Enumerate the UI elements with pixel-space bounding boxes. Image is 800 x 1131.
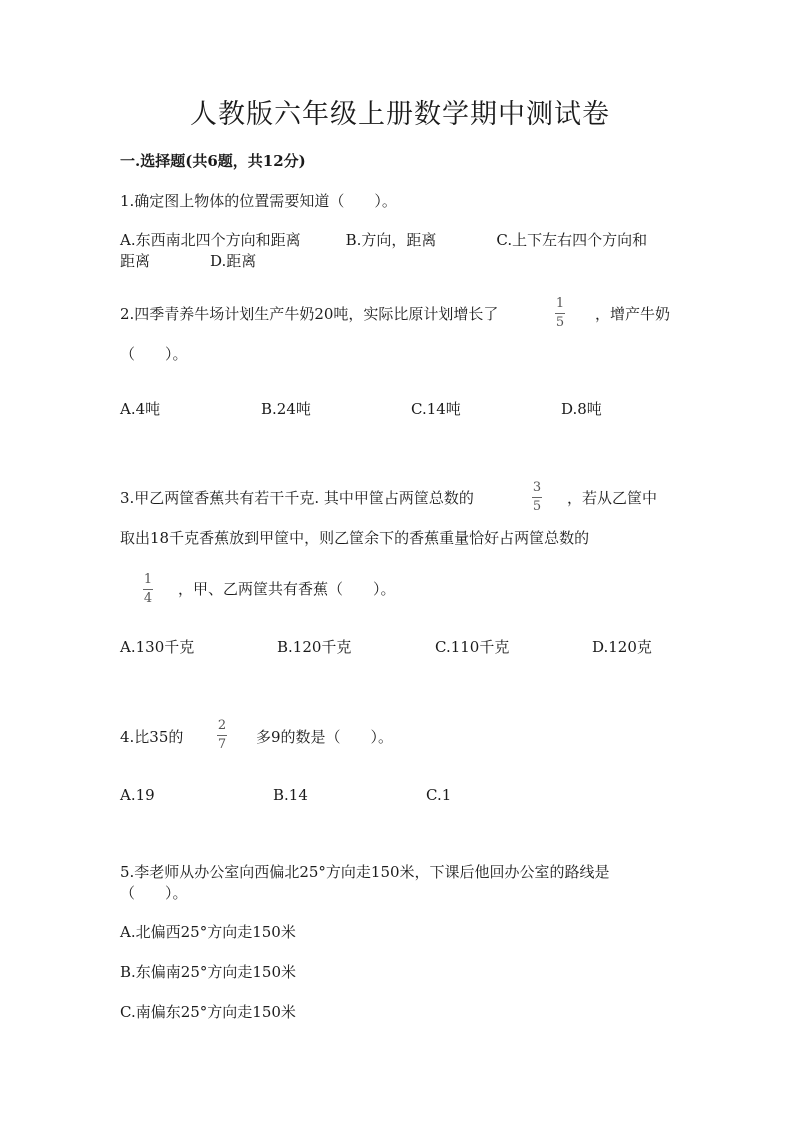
question-4-stem-b: 多9的数是（ ）。 — [256, 728, 394, 746]
question-1-options-line2: 距离 D.距离 — [120, 252, 257, 270]
section-heading: 一.选择题(共6题，共12分) — [120, 152, 306, 170]
fraction-bar — [555, 313, 565, 314]
fraction-numerator: 1 — [555, 296, 565, 311]
question-1-stem: 1.确定图上物体的位置需要知道（ ）。 — [120, 192, 397, 210]
question-3-option-c: C.110千克 — [435, 638, 510, 656]
question-4-option-a: A.19 — [120, 786, 155, 804]
question-5-stem-a: 5.李老师从办公室向西偏北25°方向走150米，下课后他回办公室的路线是 — [120, 863, 610, 881]
question-2-option-c: C.14吨 — [411, 400, 461, 418]
fraction-bar — [532, 497, 542, 498]
question-2-stem-c: （ ）。 — [120, 345, 188, 363]
question-3-stem-d: ，甲、乙两筐共有香蕉（ ）。 — [178, 580, 396, 598]
question-2-stem-a: 2.四季青养牛场计划生产牛奶20吨，实际比原计划增长了 — [120, 305, 499, 323]
question-4-stem-a: 4.比35的 — [120, 728, 184, 746]
question-2-fraction — [555, 297, 565, 330]
fraction-denominator: 7 — [217, 737, 227, 752]
question-5-option-c: C.南偏东25°方向走150米 — [120, 1003, 296, 1021]
question-3-option-b: B.120千克 — [277, 638, 352, 656]
question-3-fraction-2 — [143, 573, 153, 606]
question-3-option-a: A.130千克 — [120, 638, 195, 656]
question-2-option-d: D.8吨 — [561, 400, 602, 418]
fraction-numerator: 2 — [217, 718, 227, 733]
question-2-option-b: B.24吨 — [261, 400, 311, 418]
question-5-option-b: B.东偏南25°方向走150米 — [120, 963, 297, 981]
question-5-stem-b: （ ）。 — [120, 884, 188, 902]
fraction-denominator: 5 — [532, 499, 542, 514]
question-4-option-c: C.1 — [426, 786, 452, 804]
fraction-bar — [217, 735, 227, 736]
question-2-option-a: A.4吨 — [120, 400, 161, 418]
question-3-fraction-1 — [532, 481, 542, 514]
question-4-option-b: B.14 — [273, 786, 308, 804]
fraction-denominator: 4 — [143, 591, 153, 606]
question-1-options-line1: A.东西南北四个方向和距离 B.方向，距离 C.上下左右四个方向和 — [120, 231, 648, 249]
question-5-option-a: A.北偏西25°方向走150米 — [120, 923, 296, 941]
question-3-option-d: D.120克 — [592, 638, 652, 656]
fraction-bar — [143, 589, 153, 590]
page-title: 人教版六年级上册数学期中测试卷 — [190, 99, 610, 130]
question-2-stem-b: ，增产牛奶 — [595, 305, 671, 323]
question-3-stem-b: ，若从乙筐中 — [567, 489, 658, 507]
question-3-stem-c: 取出18千克香蕉放到甲筐中，则乙筐余下的香蕉重量恰好占两筐总数的 — [120, 529, 590, 547]
question-4-fraction — [217, 719, 227, 752]
fraction-denominator: 5 — [555, 315, 565, 330]
fraction-numerator: 1 — [143, 572, 153, 587]
question-3-stem-a: 3.甲乙两筐香蕉共有若干千克. 其中甲筐占两筐总数的 — [120, 489, 474, 507]
fraction-numerator: 3 — [532, 480, 542, 495]
